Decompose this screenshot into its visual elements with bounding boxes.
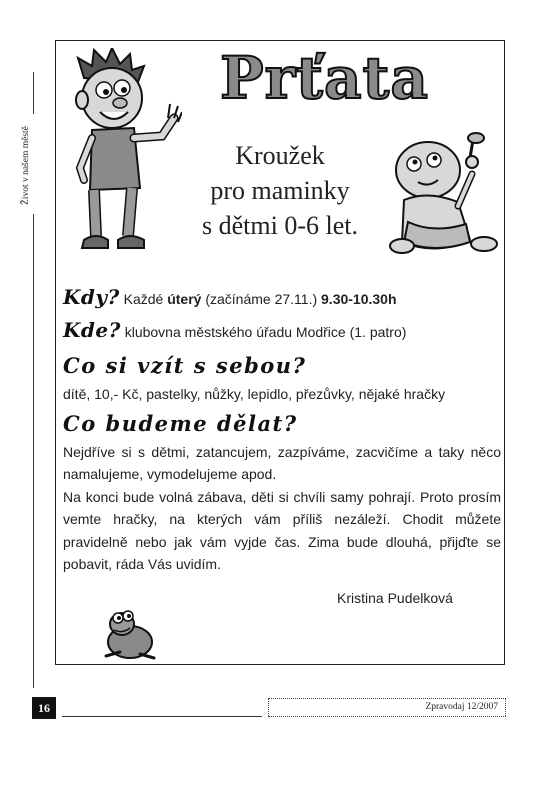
page-number: 16 [32, 697, 56, 719]
running-title: Život v našem městě [21, 126, 31, 205]
baby-with-rattle-illustration [388, 130, 500, 258]
when-heading: Kdy? [63, 285, 120, 309]
margin-rule-top [33, 72, 34, 114]
bring-text: dítě, 10,- Kč, pastelky, nůžky, lepidlo, přezůvky, nějaké hračky [63, 386, 446, 402]
where-text: klubovna městského úřadu Modřice (1. patro) [120, 324, 407, 340]
subtitle-line: Kroužek [235, 141, 325, 170]
where-heading: Kde? [63, 318, 121, 342]
bring-heading: Co si vzít s sebou? [63, 353, 307, 378]
when-time: 9.30-10.30h [321, 291, 397, 307]
subtitle-line: s dětmi 0-6 let. [202, 211, 358, 240]
article-subtitle [170, 138, 390, 243]
footer-rule [62, 716, 262, 717]
footer-issue-box [268, 698, 506, 717]
activities-heading: Co budeme dělat? [63, 411, 298, 436]
boy-waving-illustration [62, 48, 182, 263]
where-row [63, 318, 406, 342]
margin-rule-bottom [33, 214, 34, 688]
when-text-mid: (začínáme 27.11.) [201, 291, 322, 307]
author-name: Kristina Pudelková [337, 590, 453, 606]
activities-paragraph-1: Nejdříve si s dětmi, zatancujem, zazpíváme, zacvičíme a taky něco namalujeme, vymodelujeme apod. [63, 444, 501, 483]
article-title: Prťata [220, 44, 429, 112]
frog-illustration [100, 606, 158, 662]
when-day: úterý [167, 291, 202, 307]
subtitle-line: pro maminky [210, 176, 350, 205]
activities-paragraph-2: Na konci bude volná zábava, děti si chvíli samy pohrají. Proto prosím vemte hračky, na kterých vám příliš nezáleží. Chodit můžete pravidelně nebo jak vám vyjde čas. Zima bude dlouhá, přijďte se pobavit, ráda Vás uvidím. [63, 489, 501, 573]
issue-label: Zpravodaj 12/2007 [425, 702, 498, 712]
when-text-pre: Každé [123, 291, 168, 307]
when-row [63, 285, 397, 309]
